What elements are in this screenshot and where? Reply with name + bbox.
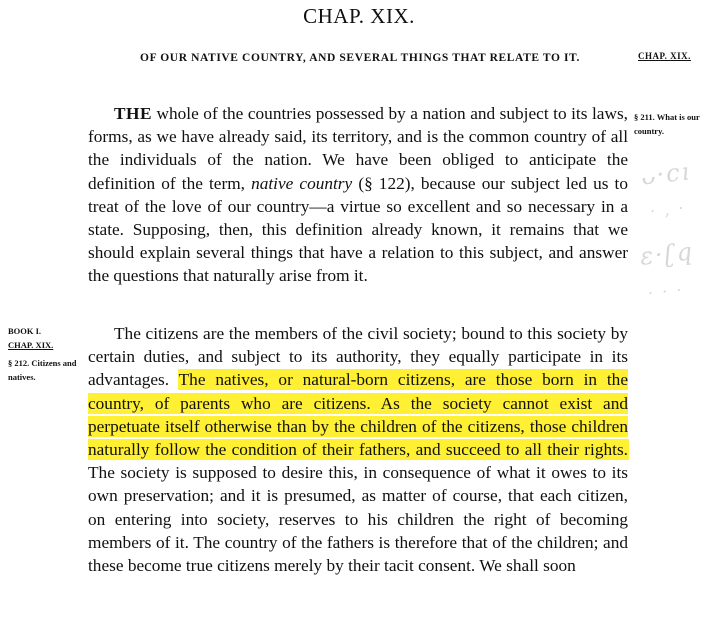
margin-note-section-211: § 211. What is our country.: [634, 112, 700, 136]
paragraph-lead-word: THE: [114, 104, 152, 123]
bleed-through-mark: · ‚ ·: [649, 198, 687, 221]
italic-term: native country: [251, 173, 353, 193]
paragraph-211: [88, 102, 628, 288]
chapter-subtitle: OF OUR NATIVE COUNTRY, AND SEVERAL THINGS THAT RELATE TO IT.: [140, 52, 580, 64]
paragraph-text: The citizens are the members of the civil society; bound to this society by certain duties, and subject to its authority, they equally participate in its advantages.: [88, 324, 628, 390]
highlighted-passage: The natives, or natural-born citizens, are those born in the country, of parents who are citizens. As the society cannot exist and perpetuate itself otherwise than by the children of the citizens, those children naturally follow the condition of their fathers, and succeed to all their rights.: [88, 370, 628, 460]
margin-note-section-212: § 212. Citizens and natives.: [8, 358, 77, 382]
paragraph-text: The society is supposed to desire this, in consequence of what it owes to its own preservation; and it is presumed, as matter of course, that each citizen, on entering into society, reserves to his children the right of becoming members of it. The country of the fathers is therefore that of the children; and these become true citizens merely by their tacit consent. We shall soon: [88, 463, 628, 576]
paragraph-212: [88, 322, 628, 577]
paragraph-text: whole of the countries possessed by a nation and subject to its laws, forms, as we have already said, its territory, and is the common country of all the individuals of the nation. We have been obliged to anticipate the definition of the term,: [88, 104, 628, 193]
chapter-title: CHAP. XIX.: [303, 4, 415, 28]
margin-note-left: [8, 324, 84, 384]
paragraph-text: (§ 122), because our subject led us to treat of the love of our country—a virtue so excellent and so necessary in a state. Supposing, then, this definition already known, it remains that we should explain several things that have a relation to this subject, and answer the questions that naturally arise from it.: [88, 173, 628, 286]
bleed-through-mark: ᴗ·ϲı: [638, 157, 693, 191]
margin-book-label: BOOK I.: [8, 326, 42, 336]
bleed-through-mark: ɛ·ʗq: [638, 237, 696, 271]
bleed-through-mark: · · ·: [647, 280, 685, 303]
margin-chapter-label: CHAP. XIX.: [8, 340, 54, 350]
running-head: CHAP. XIX.: [638, 51, 691, 61]
